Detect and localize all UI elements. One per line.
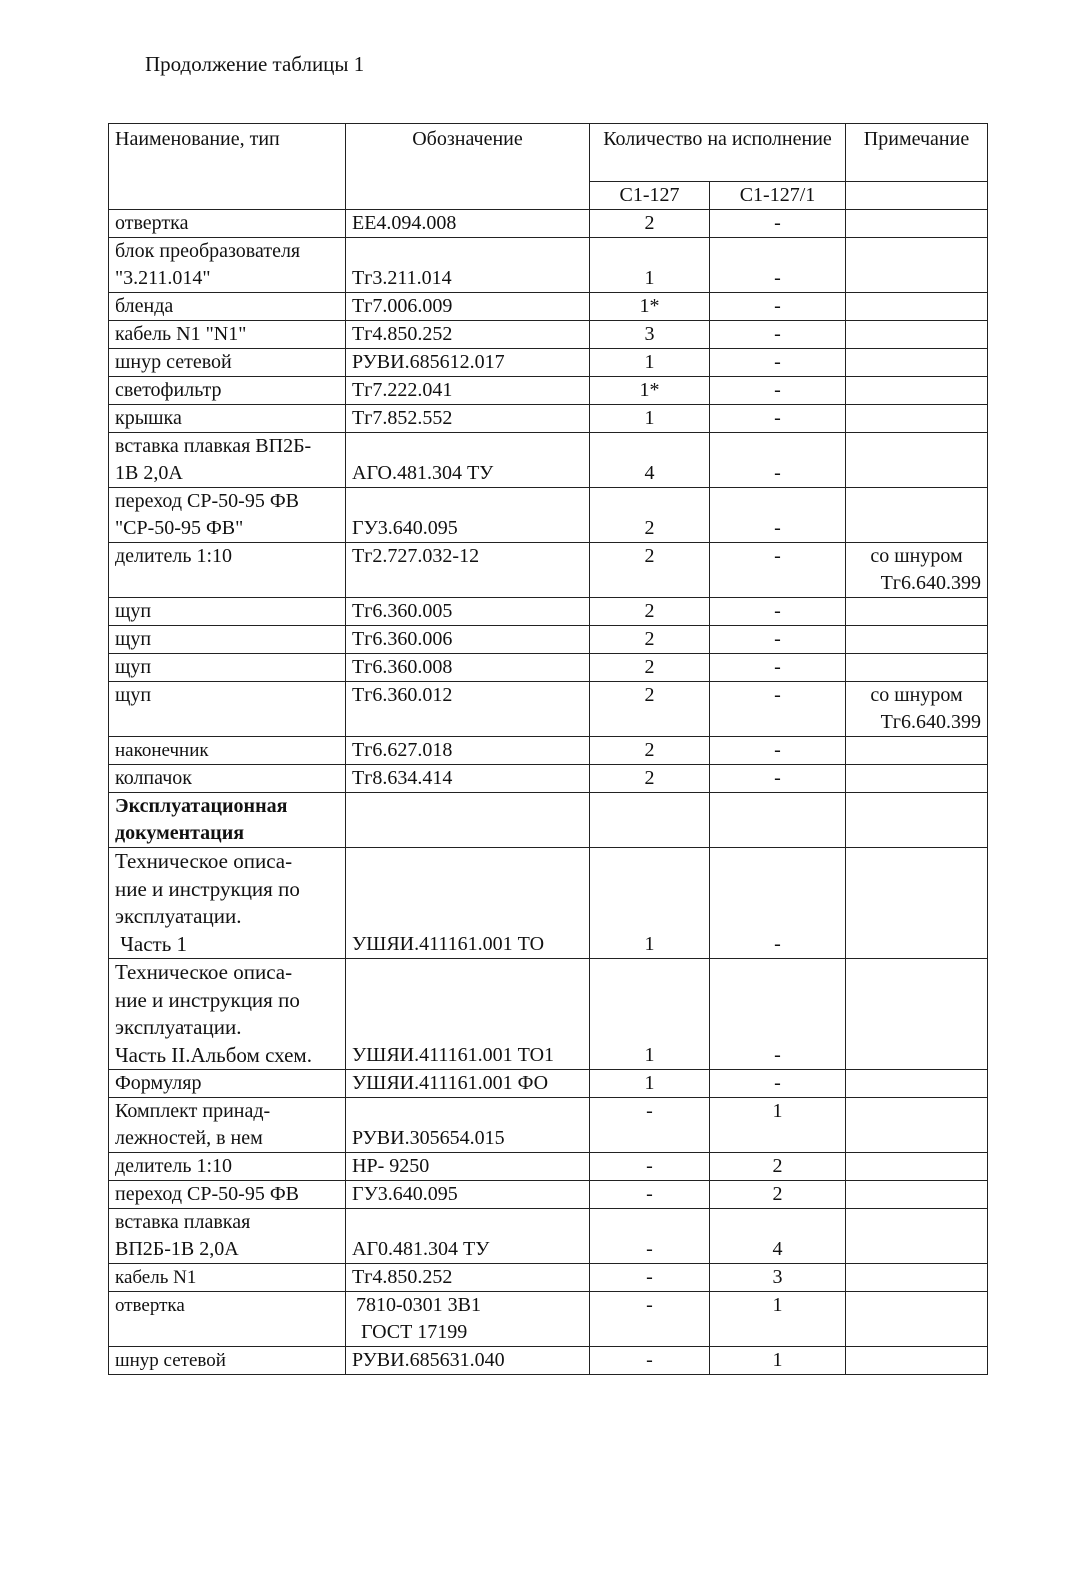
cell-qty-2: 1 (710, 1292, 846, 1347)
cell-qty-2: - (710, 321, 846, 349)
table-row (109, 488, 988, 543)
cell-name: отвертка (109, 1292, 346, 1347)
cell-qty-2: 2 (710, 1153, 846, 1181)
cell-name: щуп (109, 682, 346, 737)
table-row (109, 848, 988, 959)
cell-qty-1: 2 (590, 543, 710, 598)
cell-note (846, 349, 988, 377)
cell-line: переход СР-50-95 ФВ (115, 490, 299, 512)
table-row (109, 1264, 988, 1292)
cell-name: шнур сетевой (109, 1347, 346, 1375)
table-row (109, 765, 988, 793)
cell-note (846, 598, 988, 626)
cell-qty-2: - (710, 293, 846, 321)
cell-designation: Тг6.360.012 (346, 682, 590, 737)
cell-name: переход СР-50-95 ФВ (109, 1181, 346, 1209)
cell-qty-1: 1 (590, 238, 710, 293)
cell-designation: УШЯИ.411161.001 ФО (346, 1070, 590, 1098)
cell-designation: Тг4.850.252 (346, 321, 590, 349)
cell-name (109, 1209, 346, 1264)
cell-note (846, 1098, 988, 1153)
cell-note (846, 848, 988, 959)
cell-qty-1: 2 (590, 682, 710, 737)
cell-qty-2 (710, 793, 846, 848)
header-name: Наименование, тип (109, 124, 346, 210)
cell-line: Комплект принад- (115, 1100, 271, 1122)
cell-note (846, 210, 988, 238)
table-row (109, 405, 988, 433)
cell-qty-1: 2 (590, 210, 710, 238)
section-title (109, 793, 346, 848)
cell-note (846, 377, 988, 405)
table-row (109, 959, 988, 1070)
cell-note (846, 1292, 988, 1347)
cell-qty-1: 2 (590, 598, 710, 626)
table-row (109, 349, 988, 377)
cell-line: ГОСТ 17199 (356, 1321, 468, 1343)
cell-name: делитель 1:10 (109, 543, 346, 598)
cell-line: 1В 2,0А (115, 462, 183, 484)
section-row (109, 793, 988, 848)
cell-line: ВП2Б-1В 2,0А (115, 1238, 239, 1260)
cell-line: вставка плавкая ВП2Б- (115, 435, 312, 457)
cell-designation: РУВИ.305654.015 (346, 1098, 590, 1153)
cell-qty-2: - (710, 598, 846, 626)
cell-qty-2: - (710, 238, 846, 293)
header-quantity: Количество на исполнение (590, 124, 846, 182)
cell-name: щуп (109, 598, 346, 626)
cell-designation (346, 1292, 590, 1347)
cell-qty-1: 3 (590, 321, 710, 349)
cell-qty-2: - (710, 682, 846, 737)
cell-note (846, 793, 988, 848)
table-row (109, 682, 988, 737)
cell-name: светофильтр (109, 377, 346, 405)
cell-qty-1: 1 (590, 1070, 710, 1098)
table-row (109, 1292, 988, 1347)
cell-name: щуп (109, 626, 346, 654)
cell-note (846, 682, 988, 737)
cell-qty-1: 1* (590, 293, 710, 321)
cell-qty-2: - (710, 349, 846, 377)
cell-qty-1: 1 (590, 959, 710, 1070)
cell-designation: Тг3.211.014 (346, 238, 590, 293)
cell-name (109, 1098, 346, 1153)
cell-note (846, 293, 988, 321)
cell-note (846, 737, 988, 765)
cell-qty-1 (590, 793, 710, 848)
header-row (109, 124, 988, 182)
cell-line: эксплуатации. (115, 1015, 242, 1039)
cell-line: Тг6.640.399 (880, 572, 981, 594)
cell-note (846, 1070, 988, 1098)
cell-note (846, 405, 988, 433)
cell-designation: Тг6.627.018 (346, 737, 590, 765)
table-row (109, 1153, 988, 1181)
cell-line: вставка плавкая (115, 1211, 251, 1233)
cell-name: крышка (109, 405, 346, 433)
cell-qty-2: - (710, 765, 846, 793)
table-row (109, 1070, 988, 1098)
cell-name (109, 433, 346, 488)
cell-qty-2: - (710, 433, 846, 488)
cell-name: Формуляр (109, 1070, 346, 1098)
cell-qty-1: - (590, 1347, 710, 1375)
cell-qty-2: - (710, 1070, 846, 1098)
cell-qty-2: - (710, 654, 846, 682)
header-variant-2: С1-127/1 (710, 182, 846, 210)
cell-name: наконечник (109, 737, 346, 765)
cell-qty-1: - (590, 1181, 710, 1209)
cell-qty-2: 1 (710, 1098, 846, 1153)
cell-qty-1: - (590, 1153, 710, 1181)
table-row (109, 1181, 988, 1209)
cell-qty-2: - (710, 377, 846, 405)
cell-name: кабель N1 (109, 1264, 346, 1292)
table-row (109, 626, 988, 654)
cell-qty-2: - (710, 626, 846, 654)
cell-designation: Тг7.222.041 (346, 377, 590, 405)
cell-qty-2: - (710, 737, 846, 765)
components-table (108, 123, 988, 1375)
cell-line: Тг6.640.399 (880, 711, 981, 733)
cell-note (846, 1209, 988, 1264)
table-row (109, 321, 988, 349)
cell-designation: ЕЕ4.094.008 (346, 210, 590, 238)
cell-qty-1: 1 (590, 405, 710, 433)
cell-designation: Тг8.634.414 (346, 765, 590, 793)
cell-designation: Тг6.360.008 (346, 654, 590, 682)
cell-qty-1: 1 (590, 349, 710, 377)
cell-line: документация (115, 822, 245, 844)
cell-note (846, 959, 988, 1070)
cell-line: Часть 1 (115, 931, 188, 956)
cell-line: "3.211.014" (115, 267, 211, 289)
cell-line: со шнуром (870, 545, 963, 567)
cell-qty-1: 1* (590, 377, 710, 405)
cell-qty-2: - (710, 405, 846, 433)
cell-designation: РУВИ.685631.040 (346, 1347, 590, 1375)
cell-line: со шнуром (870, 684, 963, 706)
cell-designation: Тг4.850.252 (346, 1264, 590, 1292)
table-row (109, 238, 988, 293)
cell-note (846, 1153, 988, 1181)
cell-designation: Тг6.360.006 (346, 626, 590, 654)
cell-designation: Тг7.852.552 (346, 405, 590, 433)
cell-line: Техническое описа- (115, 960, 293, 984)
table-caption: Продолжение таблицы 1 (145, 52, 365, 76)
cell-line: лежностей, в нем (115, 1127, 263, 1149)
cell-name: щуп (109, 654, 346, 682)
cell-note (846, 765, 988, 793)
cell-qty-1: 2 (590, 626, 710, 654)
table-row (109, 1347, 988, 1375)
cell-name: бленда (109, 293, 346, 321)
cell-qty-1: - (590, 1209, 710, 1264)
cell-name: колпачок (109, 765, 346, 793)
cell-qty-2: - (710, 848, 846, 959)
cell-line: 7810-0301 3В1 (356, 1294, 481, 1316)
cell-designation: УШЯИ.411161.001 ТО (346, 848, 590, 959)
cell-qty-2: 2 (710, 1181, 846, 1209)
cell-line: ние и инструкция по (115, 987, 300, 1012)
table-row (109, 737, 988, 765)
cell-qty-1: - (590, 1264, 710, 1292)
cell-name (109, 488, 346, 543)
header-designation: Обозначение (346, 124, 590, 210)
cell-qty-1: - (590, 1098, 710, 1153)
table-row (109, 1209, 988, 1264)
table-row (109, 210, 988, 238)
cell-designation: ГУ3.640.095 (346, 488, 590, 543)
cell-qty-1: 2 (590, 654, 710, 682)
header-variant-1: С1-127 (590, 182, 710, 210)
cell-qty-2: - (710, 543, 846, 598)
cell-note (846, 626, 988, 654)
cell-name (109, 848, 346, 959)
table-row (109, 543, 988, 598)
cell-name: шнур сетевой (109, 349, 346, 377)
cell-name (109, 238, 346, 293)
cell-note (846, 654, 988, 682)
cell-designation: Тг6.360.005 (346, 598, 590, 626)
cell-qty-2: 3 (710, 1264, 846, 1292)
table-row (109, 598, 988, 626)
cell-note (846, 1347, 988, 1375)
table-row (109, 293, 988, 321)
cell-line: "СР-50-95 ФВ" (115, 517, 244, 539)
header-note-empty (846, 182, 988, 210)
cell-qty-1: 2 (590, 737, 710, 765)
cell-qty-2: - (710, 210, 846, 238)
cell-note (846, 1264, 988, 1292)
cell-note (846, 321, 988, 349)
cell-qty-1: - (590, 1292, 710, 1347)
cell-designation: АГО.481.304 ТУ (346, 433, 590, 488)
table-row (109, 654, 988, 682)
cell-line: эксплуатации. (115, 904, 242, 928)
cell-designation: Тг7.006.009 (346, 293, 590, 321)
cell-designation (346, 793, 590, 848)
cell-line: Эксплуатационная (115, 795, 288, 817)
cell-name (109, 959, 346, 1070)
cell-qty-1: 1 (590, 848, 710, 959)
cell-note (846, 238, 988, 293)
cell-designation: АГ0.481.304 ТУ (346, 1209, 590, 1264)
cell-qty-1: 2 (590, 488, 710, 543)
cell-note (846, 433, 988, 488)
cell-designation: Тг2.727.032-12 (346, 543, 590, 598)
cell-name: кабель N1 "N1" (109, 321, 346, 349)
cell-note (846, 488, 988, 543)
cell-note (846, 543, 988, 598)
header-note: Примечание (846, 124, 988, 182)
cell-designation: НР- 9250 (346, 1153, 590, 1181)
cell-qty-2: 4 (710, 1209, 846, 1264)
cell-qty-2: - (710, 959, 846, 1070)
cell-designation: РУВИ.685612.017 (346, 349, 590, 377)
cell-qty-2: 1 (710, 1347, 846, 1375)
cell-name: делитель 1:10 (109, 1153, 346, 1181)
cell-line: Техническое описа- (115, 849, 293, 873)
cell-note (846, 1181, 988, 1209)
cell-qty-1: 4 (590, 433, 710, 488)
table-row (109, 433, 988, 488)
cell-qty-2: - (710, 488, 846, 543)
cell-line: блок преобразователя (115, 240, 301, 262)
cell-designation: УШЯИ.411161.001 ТО1 (346, 959, 590, 1070)
cell-line: Часть II.Альбом схем. (115, 1042, 312, 1067)
table-row (109, 377, 988, 405)
table-row (109, 1098, 988, 1153)
cell-qty-1: 2 (590, 765, 710, 793)
cell-name: отвертка (109, 210, 346, 238)
cell-designation: ГУ3.640.095 (346, 1181, 590, 1209)
cell-line: ние и инструкция по (115, 876, 300, 901)
